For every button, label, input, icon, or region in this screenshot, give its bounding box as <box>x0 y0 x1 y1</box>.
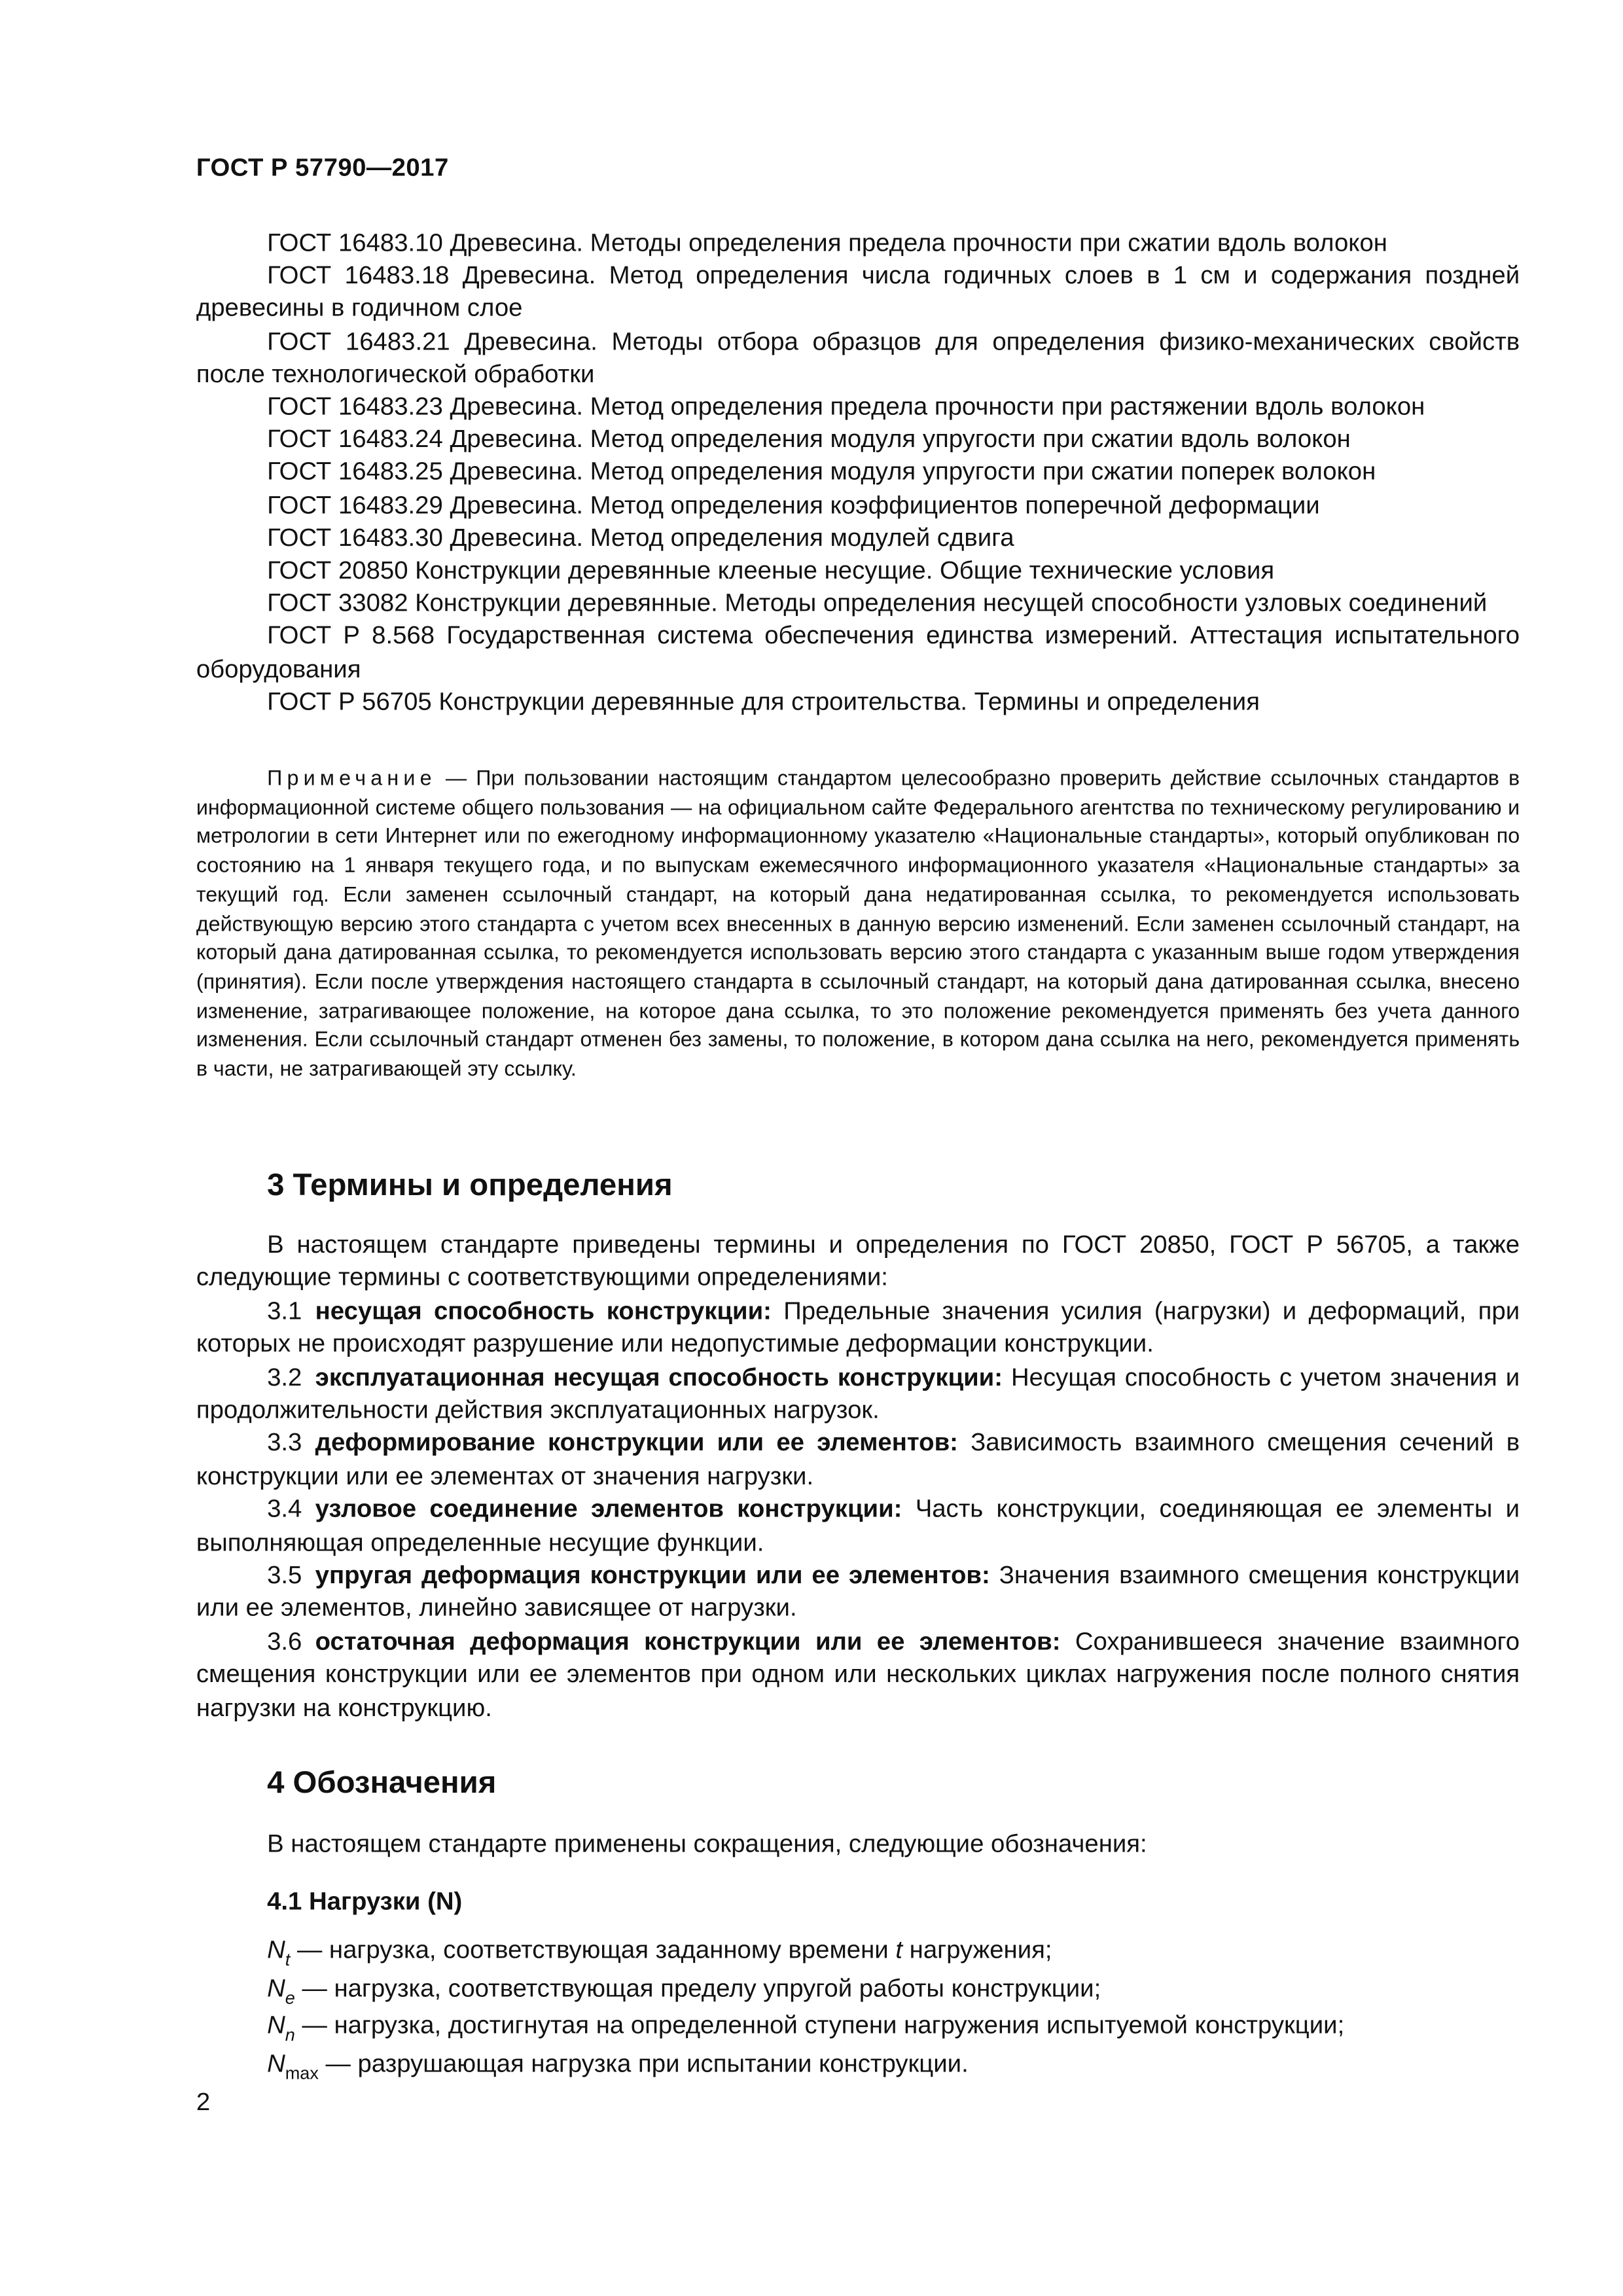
term-definition <box>196 1295 1520 1361</box>
symbol-subscript: max <box>285 2062 319 2083</box>
symbol-item <box>196 2045 1520 2083</box>
symbol-subscript: n <box>285 2024 295 2046</box>
symbol-description: — нагрузка, соответствующая пределу упругой работы конструкции; <box>294 1973 1101 2002</box>
reference-item: ГОСТ 16483.29 Древесина. Метод определения коэффициентов поперечной деформации <box>267 490 1320 519</box>
symbol-description: — нагрузка, соответствующая заданному времени <box>290 1935 896 1964</box>
section-3-body <box>196 1229 1520 1725</box>
symbol-description: — нагрузка, достигнутая на определенной ступени нагружения испытуемой конструкции; <box>294 2011 1345 2040</box>
reference-item: ГОСТ 16483.10 Древесина. Методы определения предела прочности при сжатии вдоль волокон <box>267 228 1387 257</box>
term-number: 3.2 <box>267 1363 302 1391</box>
section-3-intro: В настоящем стандарте приведены термины и определения по ГОСТ 20850, ГОСТ Р 56705, а также следующие термины с соответствующими определениями: <box>196 1230 1520 1292</box>
reference-item: ГОСТ 20850 Конструкции деревянные клееные несущие. Общие технические условия <box>267 556 1275 584</box>
symbol-subscript: e <box>285 1986 295 2008</box>
term-def: Часть конструкции, соединяющая ее элементы и выполняющая определенные несущие функции. <box>196 1495 1520 1556</box>
term-name: несущая способность конструкции: <box>315 1297 772 1325</box>
symbol: N <box>267 1973 285 2002</box>
term-number: 3.3 <box>267 1429 302 1458</box>
reference-item: ГОСТ 16483.21 Древесина. Методы отбора образцов для определения физико-механических свойств после технологической обработки <box>196 327 1520 388</box>
section-4-intro: В настоящем стандарте применены сокращения, следующие обозначения: <box>267 1829 1147 1858</box>
subsection-4-1-heading: 4.1 Нагрузки (N) <box>267 1887 463 1916</box>
term-name: деформирование конструкции или ее элементов: <box>315 1429 958 1458</box>
section-3-heading: 3 Термины и определения <box>267 1168 673 1203</box>
note-text: — При пользовании настоящим стандартом целесообразно проверить действие ссылочных стандартов в информационной системе общего пользования — на официальном сайте Федерального агентства по техническому регулированию и метрологии в сети Интернет или по ежегодному информационному указателю «Национальные стандарты», который опубликован по состоянию на 1 января текущего года, и по выпускам ежемесячного информационного указателя «Национальные стандарты» за текущий год. Если заменен ссылочный стандарт, на который дана недатированная ссылка, то рекомендуется использовать действующую версию этого стандарта с учетом всех внесенных в данную версию изменений. Если заменен ссылочный стандарт, на который дана датированная ссылка, то рекомендуется использовать версию этого стандарта с указанным выше годом утверждения (принятия). Если после утверждения настоящего стандарта в ссылочный стандарт, на который дана датированная ссылка, внесено изменение, затрагивающее положение, на которое дана ссылка, то это положение рекомендуется применять без учета данного изменения. Если ссылочный стандарт отменен без замены, то положение, в котором дана ссылка на него, рекомендуется применять в части, не затрагивающей эту ссылку. <box>196 767 1520 1082</box>
term-def: Значения взаимного смещения конструкции или ее элементов, линейно зависящее от нагрузки. <box>196 1561 1520 1623</box>
symbol-description-tail: нагружения; <box>902 1935 1052 1964</box>
document-header: ГОСТ Р 57790—2017 <box>196 153 449 182</box>
term-number: 3.5 <box>267 1561 302 1590</box>
section-4-intro-block <box>196 1828 1520 1861</box>
symbol-item <box>196 2007 1520 2045</box>
term-def: Зависимость взаимного смещения сечений в конструкции или ее элементах от значения нагрузки. <box>196 1429 1520 1490</box>
term-def: Сохранившееся значение взаимного смещения конструкции или ее элементов при одном или нескольких циклах нагружения после полного снятия нагрузки на конструкцию. <box>196 1627 1520 1722</box>
symbol: N <box>267 1935 285 1964</box>
term-number: 3.1 <box>267 1297 302 1325</box>
term-def: Несущая способность с учетом значения и продолжительности действия эксплуатационных нагрузок. <box>196 1363 1520 1424</box>
symbol-variable: t <box>895 1935 903 1964</box>
term-definition <box>196 1494 1520 1560</box>
term-name: эксплуатационная несущая способность конструкции: <box>315 1363 1003 1391</box>
symbols-list <box>196 1931 1520 2083</box>
reference-item: ГОСТ Р 8.568 Государственная система обеспечения единства измерений. Аттестация испытательного оборудования <box>196 622 1520 683</box>
reference-item: ГОСТ Р 56705 Конструкции деревянные для строительства. Термины и определения <box>267 687 1260 716</box>
term-name: остаточная деформация конструкции или ее элементов: <box>315 1627 1061 1656</box>
term-name: узловое соединение элементов конструкции: <box>315 1495 902 1524</box>
reference-item: ГОСТ 16483.23 Древесина. Метод определения предела прочности при растяжении вдоль волокон <box>267 392 1425 421</box>
reference-item: ГОСТ 16483.24 Древесина. Метод определения модуля упругости при сжатии вдоль волокон <box>267 425 1351 454</box>
term-number: 3.6 <box>267 1627 302 1656</box>
reference-item: ГОСТ 33082 Конструкции деревянные. Методы определения несущей способности узловых соединений <box>267 589 1488 617</box>
note-label: Примечание <box>267 767 437 791</box>
symbol: N <box>267 2011 285 2040</box>
term-def: Предельные значения усилия (нагрузки) и деформаций, при которых не происходят разрушение или недопустимые деформации конструкции. <box>196 1297 1520 1358</box>
reference-item: ГОСТ 16483.30 Древесина. Метод определения модулей сдвига <box>267 523 1014 552</box>
term-definition <box>196 1427 1520 1494</box>
term-definition <box>196 1626 1520 1725</box>
term-definition <box>196 1560 1520 1626</box>
reference-item: ГОСТ 16483.25 Древесина. Метод определения модуля упругости при сжатии поперек волокон <box>267 457 1376 486</box>
section-4-heading: 4 Обозначения <box>267 1766 497 1801</box>
term-number: 3.4 <box>267 1495 302 1524</box>
normative-references-list <box>196 227 1520 719</box>
symbol: N <box>267 2049 285 2077</box>
symbol-description: — разрушающая нагрузка при испытании конструкции. <box>318 2049 969 2077</box>
reference-item: ГОСТ 16483.18 Древесина. Метод определения числа годичных слоев в 1 см и содержания поздней древесины в годичном слое <box>196 261 1520 323</box>
term-name: упругая деформация конструкции или ее элементов: <box>315 1561 990 1590</box>
symbol-item <box>196 1931 1520 1969</box>
symbol-subscript: t <box>285 1949 291 1970</box>
note-block <box>196 766 1520 1086</box>
term-definition <box>196 1361 1520 1427</box>
symbol-item <box>196 1969 1520 2007</box>
page-number: 2 <box>196 2088 211 2116</box>
